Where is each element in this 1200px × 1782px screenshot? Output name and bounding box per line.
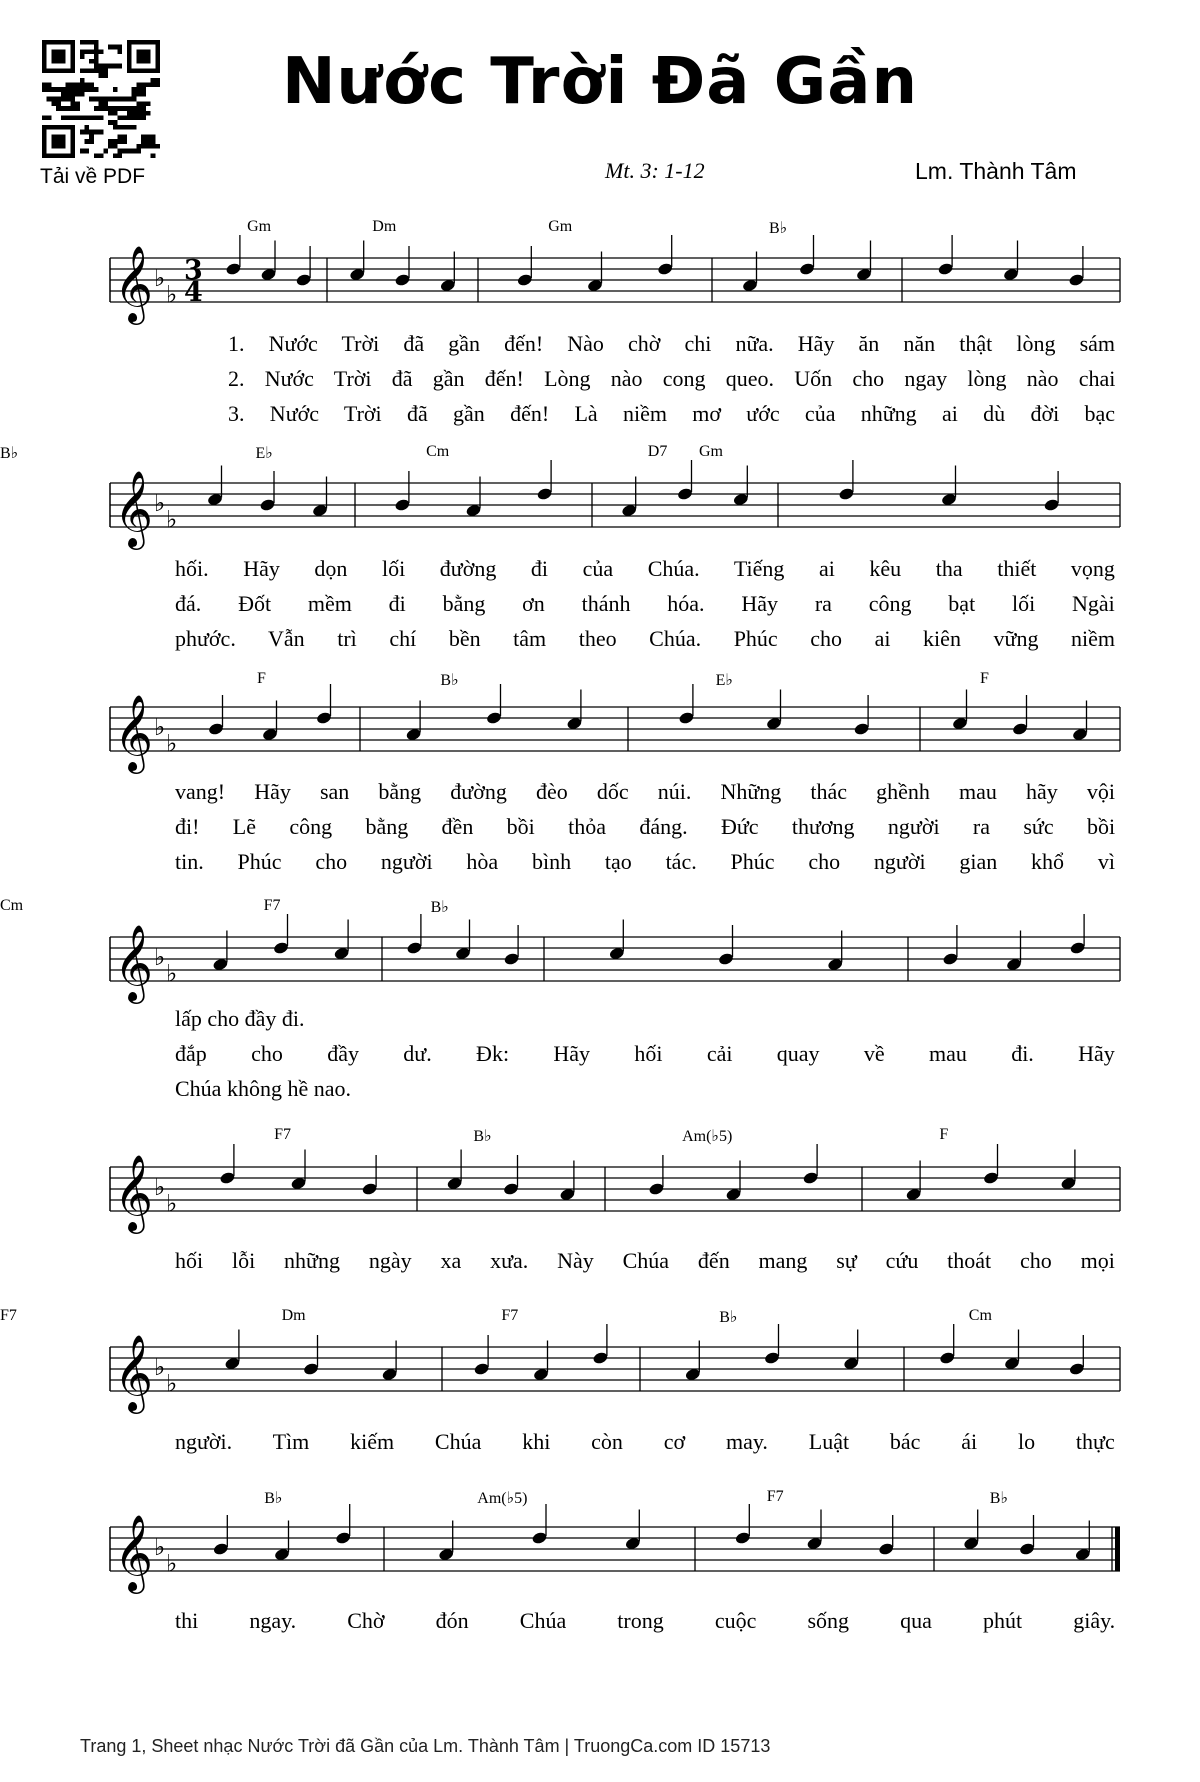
chord-symbol: Cm — [426, 443, 450, 460]
composer-name: Lm. Thành Tâm — [915, 158, 1077, 184]
note-head — [677, 487, 694, 501]
treble-clef-icon: 𝄞 — [114, 694, 154, 771]
lyric-line: đi! Lẽ công bằng đền bồi thỏa đáng. Đức thương người ra sức bồi — [175, 814, 1116, 839]
chord-symbol: E♭ — [255, 445, 273, 462]
chord-symbol: Gm — [247, 218, 272, 235]
note-head — [678, 711, 695, 725]
note-head — [592, 1351, 609, 1365]
treble-clef-icon: 𝄞 — [114, 1154, 154, 1231]
note-head — [208, 722, 225, 736]
note-head — [303, 1362, 320, 1376]
note-head — [517, 273, 534, 287]
note-head — [1069, 941, 1086, 955]
chord-symbol: Am(♭5) — [682, 1128, 733, 1145]
chord-symbol: Gm — [548, 218, 573, 235]
treble-clef-icon: 𝄞 — [114, 470, 154, 547]
download-pdf-link[interactable]: Tải về PDF — [40, 165, 146, 188]
lyric-line: hối. Hãy dọn lối đường đi của Chúa. Tiếng ai kêu tha thiết vọng — [175, 556, 1115, 581]
note-head — [394, 498, 411, 512]
flat-icon: ♭ — [166, 959, 178, 988]
staff-system — [110, 684, 1120, 774]
chord-symbol: Cm — [0, 897, 24, 914]
note-head — [942, 952, 959, 966]
lyric-line: đắp cho đầy dư. Đk: Hãy hối cải quay về mau đi. Hãy — [175, 1041, 1115, 1066]
note-head — [486, 711, 503, 725]
note-head — [799, 262, 816, 276]
flat-icon: ♭ — [154, 1353, 166, 1381]
note-head — [1043, 498, 1060, 512]
staff-system — [110, 1504, 1120, 1594]
note-head — [878, 1542, 895, 1556]
note-head — [853, 722, 870, 736]
chord-symbol: F7 — [263, 897, 281, 914]
flat-icon: ♭ — [166, 280, 178, 309]
note-head — [473, 1362, 490, 1376]
staff-system — [110, 1144, 1120, 1234]
note-head — [1069, 1362, 1086, 1376]
note-head — [361, 1182, 378, 1196]
flat-icon: ♭ — [154, 1173, 166, 1201]
note-head — [213, 1542, 230, 1556]
note-head — [316, 711, 333, 725]
chord-symbol: F7 — [0, 1307, 17, 1324]
chord-symbol: F — [257, 670, 266, 687]
chord-symbol: Am(♭5) — [477, 1490, 528, 1507]
song-title: Nước Trời Đã Gần — [281, 45, 919, 119]
note-head — [295, 273, 312, 287]
note-head — [225, 262, 242, 276]
chord-symbol: E♭ — [715, 672, 733, 689]
note-head — [718, 952, 735, 966]
treble-clef-icon: 𝄞 — [114, 1334, 154, 1411]
chord-symbol: B♭ — [440, 672, 459, 689]
chord-symbol: F7 — [274, 1126, 291, 1143]
note-head — [1012, 722, 1029, 736]
note-head — [531, 1531, 548, 1545]
lyric-line: 1. Nước Trời đã gần đến! Nào chờ chi nữa. Hãy ăn năn thật lòng sám — [228, 331, 1116, 356]
chord-symbol: F — [980, 670, 989, 687]
chord-symbol: Dm — [281, 1307, 306, 1324]
staff-system — [110, 914, 1120, 1004]
time-signature-bottom: 4 — [184, 277, 203, 308]
chord-symbol: B♭ — [769, 220, 788, 237]
note-head — [648, 1182, 665, 1196]
note-head — [657, 262, 674, 276]
note-head — [503, 1182, 520, 1196]
flat-icon: ♭ — [154, 713, 166, 741]
lyric-line: đá. Đốt mềm đi bằng ơn thánh hóa. Hãy ra công bạt lối Ngài — [175, 591, 1115, 616]
flat-icon: ♭ — [166, 505, 178, 534]
note-head — [1068, 273, 1085, 287]
chord-symbol: Dm — [372, 218, 397, 235]
note-head — [939, 1351, 956, 1365]
lyric-line: người. Tìm kiếm Chúa khi còn cơ may. Luật bác ái lo thực — [175, 1429, 1115, 1454]
chord-symbol: Gm — [698, 443, 723, 460]
staff-system — [110, 1324, 1120, 1414]
page-footer: Trang 1, Sheet nhạc Nước Trời đã Gần của Lm. Thành Tâm | TruongCa.com ID 15713 — [80, 1736, 771, 1756]
note-head — [1019, 1542, 1036, 1556]
flat-icon: ♭ — [154, 489, 166, 517]
flat-icon: ♭ — [154, 1533, 166, 1561]
lyric-line: phước. Vẫn trì chí bền tâm theo Chúa. Phúc cho ai kiên vững niềm — [175, 626, 1116, 651]
lyric-line: Chúa không hề nao. — [175, 1076, 351, 1101]
chord-symbol: B♭ — [0, 445, 19, 462]
staff-system — [110, 235, 1120, 325]
note-head — [802, 1171, 819, 1185]
chord-symbol: B♭ — [264, 1490, 283, 1507]
lyric-line: thi ngay. Chờ đón Chúa trong cuộc sống qua phút giây. — [175, 1608, 1116, 1633]
flat-icon: ♭ — [166, 1369, 178, 1398]
lyric-line: tin. Phúc cho người hòa bình tạo tác. Phúc cho người gian khổ vì — [175, 849, 1115, 874]
lyric-line: vang! Hãy san bằng đường đèo dốc núi. Những thác ghềnh mau hãy vội — [175, 779, 1116, 804]
chord-symbol: D7 — [647, 443, 668, 460]
chord-symbol: B♭ — [473, 1128, 492, 1145]
note-head — [219, 1171, 236, 1185]
staff-system — [110, 460, 1120, 550]
note-head — [937, 262, 954, 276]
flat-icon: ♭ — [166, 729, 178, 758]
flat-icon: ♭ — [166, 1189, 178, 1218]
note-head — [983, 1171, 1000, 1185]
note-head — [259, 498, 276, 512]
lyric-line: 2. Nước Trời đã gần đến! Lòng nào cong queo. Uốn cho ngay lòng nào chai — [228, 366, 1116, 391]
note-head — [394, 273, 411, 287]
note-head — [764, 1351, 781, 1365]
note-head — [503, 952, 520, 966]
chord-symbol: B♭ — [989, 1490, 1009, 1507]
chord-symbol: F7 — [766, 1488, 784, 1505]
chord-symbol: Cm — [968, 1307, 992, 1324]
lyric-line: hối lỗi những ngày xa xưa. Này Chúa đến mang sự cứu thoát cho mọi — [175, 1248, 1115, 1273]
scripture-reference: Mt. 3: 1-12 — [605, 158, 705, 183]
chord-symbol: F7 — [501, 1307, 519, 1324]
flat-icon: ♭ — [154, 943, 166, 971]
chord-symbol: B♭ — [430, 899, 449, 916]
lyric-line: lấp cho đầy đi. — [175, 1006, 305, 1031]
flat-icon: ♭ — [166, 1549, 178, 1578]
time-signature-top: 3 — [184, 255, 203, 286]
note-head — [335, 1531, 352, 1545]
final-barline — [1115, 1527, 1120, 1571]
treble-clef-icon: 𝄞 — [114, 924, 154, 1001]
chord-symbol: B♭ — [719, 1309, 738, 1326]
note-head — [273, 941, 290, 955]
note-head — [735, 1531, 752, 1545]
note-head — [536, 487, 553, 501]
treble-clef-icon: 𝄞 — [114, 245, 154, 322]
note-head — [838, 487, 855, 501]
treble-clef-icon: 𝄞 — [114, 1514, 154, 1591]
flat-icon: ♭ — [154, 264, 166, 292]
note-head — [406, 941, 423, 955]
chord-symbol: F — [939, 1126, 949, 1143]
lyric-line: 3. Nước Trời đã gần đến! Là niềm mơ ước của những ai dù đời bạc — [228, 401, 1116, 426]
